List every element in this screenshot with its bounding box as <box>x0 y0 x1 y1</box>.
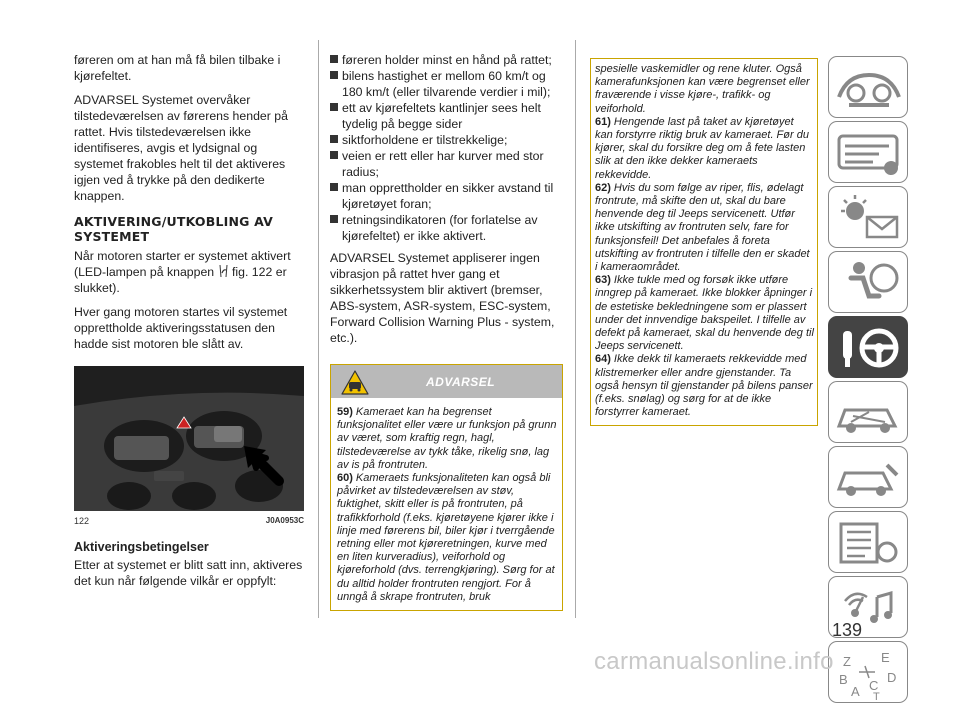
tab-letter: D <box>887 670 897 685</box>
note-number: 59) <box>337 406 353 418</box>
technical-data-icon <box>829 512 909 574</box>
column-divider <box>575 40 576 618</box>
airbag-icon <box>829 252 909 314</box>
bullet-list <box>330 52 562 244</box>
tab-car-wrench[interactable] <box>828 446 908 508</box>
list-item <box>330 132 562 148</box>
section-heading: AKTIVERING/UTKOBLING AV SYSTEMET <box>74 214 274 244</box>
paragraph: føreren om at han må få bilen tilbake i kjørefeltet. <box>74 53 281 83</box>
paragraph: ADVARSEL Systemet appliserer ingen vibrasjon på rattet hver gang et sikkerhetssystem blir aktivert (bremser, ABS-system, ASR-system, ESC-system, Forward Collision Warning Plus - system, etc.). <box>330 251 555 345</box>
dashboard-photo <box>74 366 304 511</box>
list-item-text: bilens hastighet er mellom 60 km/t og 180 km/t (eller tilvarende verdier i mil); <box>342 69 551 99</box>
list-item-text: man opprettholder en sikker avstand til kjøretøyet foran; <box>342 181 554 211</box>
list-item <box>330 52 562 68</box>
bullet-square-icon <box>330 183 338 191</box>
watermark: carmanualsonline.info <box>594 648 834 675</box>
warning-note <box>595 353 814 419</box>
tab-lights-message[interactable] <box>828 186 908 248</box>
note-text: Kameraet kan ha begrenset funksjonalitet eller være ur funksjon på grunn av været, som kraftig regn, hagl, tilstedeværelse av tykk tåke, rikelig snø, lag av is på frontruten. <box>337 406 557 471</box>
note-number: 63) <box>595 274 611 287</box>
paragraph: ADVARSEL Systemet overvåker tilstedeværelsen av førerens hender på rattet. Hvis tilstedeværelsen ikke identifiseres, avgis et lydsignal og systemet frakobles helt til det aktiveres igjen ved å trykke på den dedikerte knappen. <box>74 93 288 203</box>
bullet-square-icon <box>330 103 338 111</box>
bullet-square-icon <box>330 55 338 63</box>
column-3 <box>590 58 818 426</box>
car-wrench-icon <box>829 447 909 509</box>
list-item <box>330 180 562 212</box>
warning-note <box>595 182 814 274</box>
tab-car-dashboard[interactable] <box>828 56 908 118</box>
list-item <box>330 100 562 132</box>
warning-box-continued <box>590 58 818 426</box>
bullet-square-icon <box>330 135 338 143</box>
warning-note <box>595 274 814 353</box>
tab-letter: A <box>851 684 860 699</box>
note-text: Hengende last på taket av kjøretøyet kan forstyrre riktig bruk av kameraet. Før du kjører, skal du forsikre deg om å fete lasten slik at den ikke dekker kameraets rekkevidde. <box>595 115 809 181</box>
tab-letter: T <box>873 691 880 703</box>
tab-technical-data[interactable] <box>828 511 908 573</box>
key-steering-wheel-icon <box>829 317 909 379</box>
tab-airbag[interactable] <box>828 251 908 313</box>
column-1 <box>74 52 304 597</box>
list-item <box>330 68 562 100</box>
chapter-tabs <box>828 56 908 706</box>
paragraph <box>74 248 304 296</box>
list-item-text: føreren holder minst en hånd på rattet; <box>342 53 552 67</box>
bullet-square-icon <box>330 71 338 79</box>
list-item-text: siktforholdene er tilstrekkelige; <box>342 133 508 147</box>
tab-letter: E <box>881 650 890 665</box>
car-info-icon <box>829 122 909 184</box>
warning-car-icon <box>829 382 909 444</box>
bullet-square-icon <box>330 215 338 223</box>
note-number: 62) <box>595 181 611 194</box>
note-number: 64) <box>595 353 611 366</box>
warning-header <box>331 365 562 398</box>
bullet-square-icon <box>330 151 338 159</box>
warning-note <box>337 406 557 472</box>
note-number: 61) <box>595 115 611 128</box>
list-item-text: retningsindikatoren (for forlatelse av kjørefeltet) er ikke aktivert. <box>342 213 538 243</box>
car-dashboard-icon <box>829 57 909 119</box>
warning-triangle-icon <box>340 369 370 400</box>
warning-box <box>330 364 563 611</box>
note-text: Kameraets funksjonaliteten kan også bli påvirket av tilstedeværelsen av støv, fuktighet, skitt eller is på frontruten, på trafikkforhold (f.eks. kjøretøyene kjører ikke i linje med førerens bil, biler kjør i tverrgående retning eller mot kjøreretningen, kurve med en liten kurveradius), veiforhold og kjøreforhold (dvs. terrengkjøring). Sørg for at du alltid holder frontruten rengjort. For å unngå å skrape frontruten, bruk <box>337 472 555 603</box>
list-item <box>330 148 562 180</box>
list-item <box>330 212 562 244</box>
page-number: 139 <box>832 620 863 640</box>
warning-body <box>331 398 562 610</box>
tab-car-info[interactable] <box>828 121 908 183</box>
paragraph: Etter at systemet er blitt satt inn, aktiveres det kun når følgende vilkår er oppfylt: <box>74 558 303 588</box>
paragraph: Hver gang motoren startes vil systemet opprettholde aktiveringsstatusen den hadde sist motoren ble slått av. <box>74 305 288 351</box>
figure-number: 122 <box>74 516 90 526</box>
note-text: Ikke dekk til kameraets rekkevidde med klistremerker eller andre gjenstander. Ta også hensyn til gjenstander på bilens panser (f.eks. snølag) og sørg for at de ikke forstyrrer kameraet. <box>595 353 813 419</box>
warning-note <box>337 472 557 604</box>
paragraph-text: Når motoren starter er systemet aktivert (LED-lampen på knappen <box>74 249 291 279</box>
warning-title: ADVARSEL <box>426 375 496 389</box>
tab-letter: C <box>869 678 879 693</box>
tab-letter: B <box>839 672 848 687</box>
warning-notes <box>595 116 814 420</box>
column-divider <box>318 40 319 618</box>
tab-starting-driving[interactable] <box>828 316 908 378</box>
note-number: 60) <box>337 472 353 485</box>
list-item-text: veien er rett eller har kurver med stor radius; <box>342 149 544 179</box>
lane-keep-button-icon <box>218 264 229 278</box>
warning-note <box>595 116 814 182</box>
figure-caption <box>74 513 304 529</box>
subheading: Aktiveringsbetingelser <box>74 540 209 554</box>
warning-intro: spesielle vaskemidler og rene kluter. Også kamerafunksjonen kan være begrenset eller fraværende i visse kjøre-, trafikk- og veiforhold. <box>595 63 810 115</box>
tab-warning-car[interactable] <box>828 381 908 443</box>
note-text: Hvis du som følge av riper, flis, ødelagt frontrute, må skifte den ut, skal du bare henvende deg til Jeeps servicenett. Utfør ikke utskifting av frontruten selv, fare for funksjonsfeil! Det anbefales å foreta utskifting av frontruten i tilfelle den er skadet i kameraområdet. <box>595 181 810 274</box>
tab-letter: Z <box>843 654 851 669</box>
lights-message-icon <box>829 187 909 249</box>
paragraph-text: fig. 122 er slukket). <box>74 265 287 295</box>
figure-code: J0A0953C <box>265 516 304 525</box>
column-2 <box>330 52 562 611</box>
note-text: Ikke tukle med og forsøk ikke utføre inngrep på kameraet. Ikke blokker åpninger i de estetiske bekledningene som er plassert under det innvendige bakspeilet. I tilfelle av defekt på kameraet, skal du henvende deg til Jeeps servicenett. <box>595 274 814 353</box>
tab-index[interactable] <box>828 641 908 703</box>
index-icon <box>829 642 909 704</box>
list-item-text: ett av kjørefeltets kantlinjer sees helt tydelig på begge sider <box>342 101 541 131</box>
